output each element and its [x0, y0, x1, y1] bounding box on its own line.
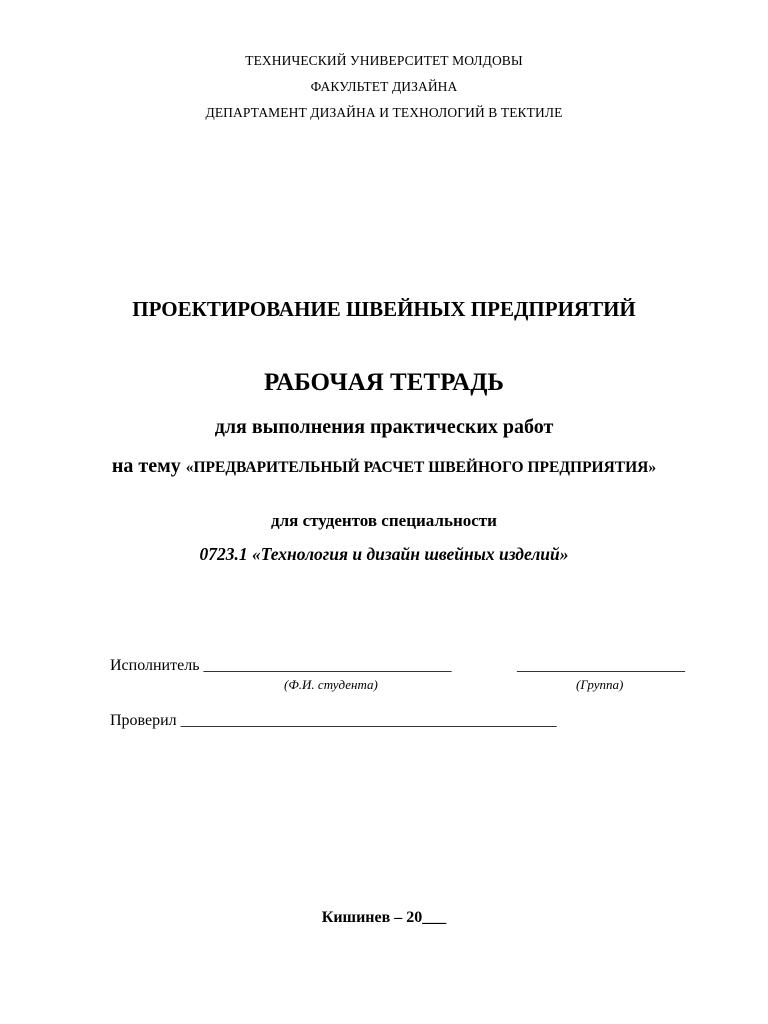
checker-line: _______________________________________________ — [180, 712, 557, 729]
checker-row — [110, 712, 557, 730]
performer-name-line: _______________________________ — [203, 657, 452, 674]
performer-name-caption: (Ф.И. студента) — [284, 677, 378, 692]
performer-label: Исполнитель — [110, 657, 204, 674]
document-title: РАБОЧАЯ ТЕТРАДЬ — [264, 369, 504, 396]
header-department: ДЕПАРТАМЕНТ ДИЗАЙНА И ТЕХНОЛОГИЙ В ТЕКТИЛЕ — [205, 105, 563, 120]
performer-group-caption: (Группа) — [576, 677, 624, 692]
header-faculty: ФАКУЛЬТЕТ ДИЗАЙНА — [310, 79, 458, 94]
purpose-line: для выполнения практических работ — [214, 416, 554, 438]
header-university: ТЕХНИЧЕСКИЙ УНИВЕРСИТЕТ МОЛДОВЫ — [245, 53, 523, 68]
topic-line — [0, 455, 768, 478]
course-title: ПРОЕКТИРОВАНИЕ ШВЕЙНЫХ ПРЕДПРИЯТИЙ — [132, 297, 636, 321]
specialty-line: 0723.1 «Технология и дизайн швейных изделий» — [199, 544, 569, 564]
checker-label: Проверил — [110, 712, 181, 729]
performer-row — [110, 657, 452, 675]
performer-group-line: _____________________ — [517, 657, 685, 674]
footer-city-year: Кишинев – 20___ — [321, 909, 447, 926]
topic-prefix: на тему — [111, 455, 186, 477]
topic-text: «ПРЕДВАРИТЕЛЬНЫЙ РАСЧЕТ ШВЕЙНОГО ПРЕДПРИЯТИЯ» — [185, 459, 657, 476]
audience-line: для студентов специальности — [271, 511, 497, 530]
